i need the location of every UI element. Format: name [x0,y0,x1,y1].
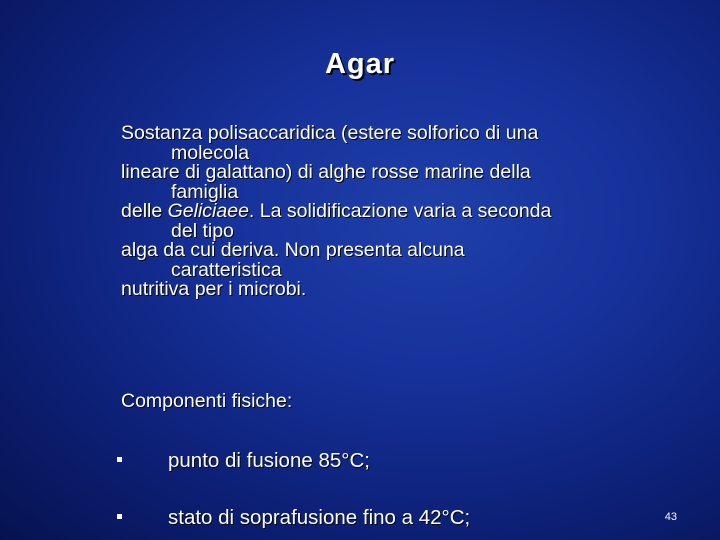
genus-name: Geliciaee [167,200,249,222]
description-line-5-before: delle [121,200,168,222]
bullet-item [117,449,370,473]
square-bullet-icon [117,457,122,462]
description-line-3: lineare di galattano) di alghe rosse marine della [121,161,531,183]
page-number: 43 [664,511,677,523]
description-line-5-after: . La solidificazione varia a seconda [248,200,552,222]
description-line-1: Sostanza polisaccaridica (estere solforico di una [121,122,539,144]
description-line-4: famiglia [171,180,239,203]
description-line-7: alga da cui deriva. Non presenta alcuna [121,239,465,261]
section-heading: Componenti fisiche: [121,390,293,412]
slide-title-text: Agar [324,48,396,80]
bullet-item [117,506,470,530]
slide-title [0,48,720,81]
description-line-2: molecola [171,141,250,164]
bullet-text: punto di fusione 85°C; [168,449,370,472]
description-paragraph [121,124,681,300]
description-line-6: del tipo [171,219,234,242]
bullet-text: stato di soprafusione fino a 42°C; [168,506,471,529]
description-line-8: caratteristica [171,258,282,281]
description-line-5 [121,202,681,222]
description-line-9: nutritiva per i microbi. [121,278,307,300]
square-bullet-icon [117,514,122,519]
